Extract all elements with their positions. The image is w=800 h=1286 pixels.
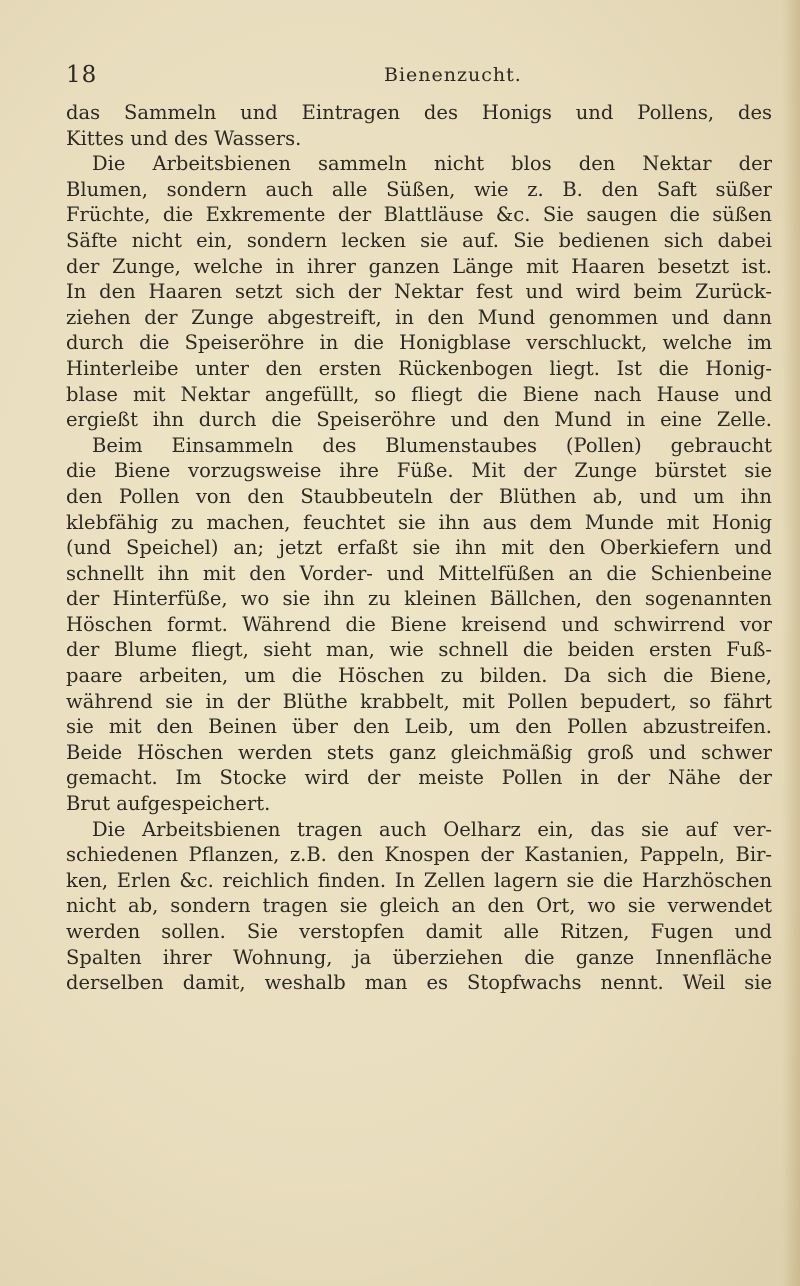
page-header — [66, 62, 766, 92]
text-line: (und Speichel) an; jetzt erfaßt sie ihn mit den Oberkiefern und — [66, 536, 772, 560]
text-line: das Sammeln und Eintragen des Honigs und Pollens, des — [66, 101, 772, 124]
text-line: ergießt ihn durch die Speiseröhre und den Mund in eine Zelle. — [66, 408, 772, 432]
text-line: durch die Speiseröhre in die Honigblase verschluckt, welche im — [66, 331, 772, 355]
text-line: gemacht. Im Stocke wird der meiste Pollen in der Nähe der — [66, 766, 772, 790]
text-line: schnellt ihn mit den Vorder- und Mittelfüßen an die Schienbeine — [66, 561, 772, 585]
text-line: Hinterleibe unter den ersten Rückenbogen liegt. Ist die Honig- — [66, 356, 772, 380]
text-line: Die Arbeitsbienen sammeln nicht blos den Nektar der — [92, 152, 772, 176]
text-line: Kittes und des Wassers. — [66, 126, 302, 150]
text-line: ziehen der Zunge abgestreift, in den Mund genommen und dann — [66, 305, 772, 329]
page-edge-shadow — [782, 0, 800, 1286]
text-line: werden sollen. Sie verstopfen damit alle Ritzen, Fugen und — [66, 920, 772, 943]
text-line: klebfähig zu machen, feuchtet sie ihn aus dem Munde mit Honig — [66, 510, 772, 534]
text-line: blase mit Nektar angefüllt, so fliegt die Biene nach Hause und — [66, 382, 772, 406]
text-line: ken, Erlen &c. reichlich finden. In Zellen lagern sie die Harzhöschen — [66, 868, 772, 892]
text-line: schiedenen Pflanzen, z.B. den Knospen der Kastanien, Pappeln, Bir- — [66, 843, 772, 867]
text-line: der Blume fliegt, sieht man, wie schnell die beiden ersten Fuß- — [66, 638, 772, 662]
text-line: sie mit den Beinen über den Leib, um den Pollen abzustreifen. — [66, 715, 772, 739]
page-number: 18 — [66, 62, 98, 88]
text-line: der Zunge, welche in ihrer ganzen Länge mit Haaren besetzt ist. — [66, 254, 772, 278]
text-line: Beim Einsammeln des Blumenstaubes (Pollen) gebraucht — [92, 433, 772, 457]
running-title: Bienenzucht. — [384, 64, 522, 86]
text-line: paare arbeiten, um die Höschen zu bilden. Da sich die Biene, — [66, 664, 772, 688]
text-line: Blumen, sondern auch alle Süßen, wie z. B. den Saft süßer — [66, 177, 772, 201]
text-line: Spalten ihrer Wohnung, ja überziehen die ganze Innenfläche — [66, 945, 772, 969]
text-line: Säfte nicht ein, sondern lecken sie auf. Sie bedienen sich dabei — [66, 228, 772, 252]
text-line: Höschen formt. Während die Biene kreisend und schwirrend vor — [66, 612, 772, 636]
text-line: die Biene vorzugsweise ihre Füße. Mit der Zunge bürstet sie — [66, 459, 772, 483]
text-line: den Pollen von den Staubbeuteln der Blüthen ab, und um ihn — [66, 484, 772, 508]
text-line: In den Haaren setzt sich der Nektar fest und wird beim Zurück- — [66, 280, 772, 304]
text-line: Beide Höschen werden stets ganz gleichmäßig groß und schwer — [66, 740, 772, 764]
text-line: derselben damit, weshalb man es Stopfwachs nennt. Weil sie — [66, 971, 772, 995]
text-line: Brut aufgespeichert. — [66, 792, 271, 816]
text-line: Die Arbeitsbienen tragen auch Oelharz ein, das sie auf ver- — [92, 817, 772, 841]
text-line: nicht ab, sondern tragen sie gleich an den Ort, wo sie verwendet — [66, 894, 772, 918]
text-line: während sie in der Blüthe krabbelt, mit Pollen bepudert, so fährt — [66, 689, 772, 713]
body-text — [66, 100, 772, 996]
text-line: der Hinterfüße, wo sie ihn zu kleinen Bällchen, den sogenannten — [66, 587, 772, 611]
text-line: Früchte, die Exkremente der Blattläuse &c. Sie saugen die süßen — [66, 203, 772, 227]
